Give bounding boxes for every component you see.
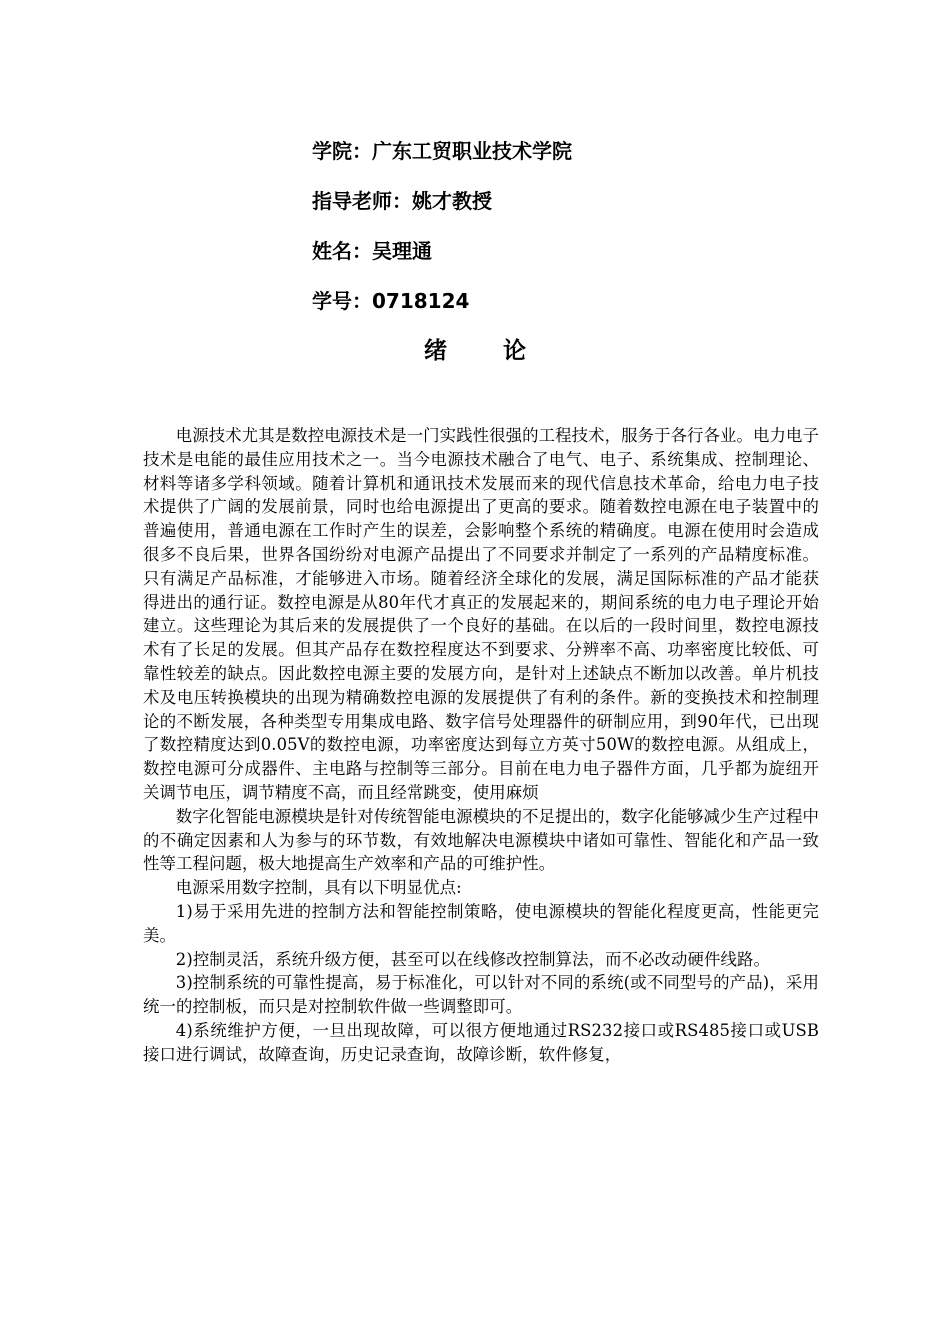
advisor-line: 指导老师：姚才教授 [312,189,492,213]
section-title: 绪论 [424,338,582,364]
advantage-item-1: 1)易于采用先进的控制方法和智能控制策略，使电源模块的智能化程度更高，性能更完美。 [143,901,819,945]
advantage-item-2: 2)控制灵活，系统升级方便，甚至可以在线修改控制算法，而不必改动硬件线路。 [175,949,770,969]
paragraph-digital-module: 数字化智能电源模块是针对传统智能电源模块的不足提出的，数字化能够减少生产过程中的不确定因素和人为参与的环节数，有效地解决电源模块中诸如可靠性、智能化和产品一致性等工程问题，极大地提高生产效率和产品的可维护性。 [143,806,819,874]
advantage-item-4: 4)系统维护方便，一旦出现故障，可以很方便地通过RS232接口或RS485接口或USB接口进行调试，故障查询，历史记录查询，故障诊断，软件修复， [143,1020,819,1064]
cover-info [312,136,812,336]
student-id-line: 学号：0718124 [312,289,470,313]
document-body [143,424,819,1067]
college-line: 学院：广东工贸职业技术学院 [312,139,572,163]
paragraph-intro: 电源技术尤其是数控电源技术是一门实践性很强的工程技术，服务于各行各业。电力电子技术是电能的最佳应用技术之一。当今电源技术融合了电气、电子、系统集成、控制理论、材料等诸多学科领域。随着计算机和通讯技术发展而来的现代信息技术革命，给电力电子技术提供了广阔的发展前景，同时也给电源提出了更高的要求。随着数控电源在电子装置中的普遍使用，普通电源在工作时产生的误差，会影响整个系统的精确度。电源在使用时会造成很多不良后果，世界各国纷纷对电源产品提出了不同要求并制定了一系列的产品精度标准。只有满足产品标准，才能够进入市场。随着经济全球化的发展，满足国际标准的产品才能获得进出的通行证。数控电源是从80年代才真正的发展起来的，期间系统的电力电子理论开始建立。这些理论为其后来的发展提供了一个良好的基础。在以后的一段时间里，数控电源技术有了长足的发展。但其产品存在数控程度达不到要求、分辨率不高、功率密度比较低、可靠性较差的缺点。因此数控电源主要的发展方向，是针对上述缺点不断加以改善。单片机技术及电压转换模块的出现为精确数控电源的发展提供了有利的条件。新的变换技术和控制理论的不断发展，各种类型专用集成电路、数字信号处理器件的研制应用，到90年代，已出现了数控精度达到0.05V的数控电源，功率密度达到每立方英寸50W的数控电源。从组成上，数控电源可分成器件、主电路与控制等三部分。目前在电力电子器件方面，几乎都为旋纽开关调节电压，调节精度不高，而且经常跳变，使用麻烦 [143,426,819,802]
advantage-item-3: 3)控制系统的可靠性提高，易于标准化，可以针对不同的系统(或不同型号的产品)，采用统一的控制板，而只是对控制软件做一些调整即可。 [143,973,819,1017]
paragraph-advantages-lead: 电源采用数字控制，具有以下明显优点: [175,878,462,898]
student-name-line: 姓名：吴理通 [312,239,432,263]
